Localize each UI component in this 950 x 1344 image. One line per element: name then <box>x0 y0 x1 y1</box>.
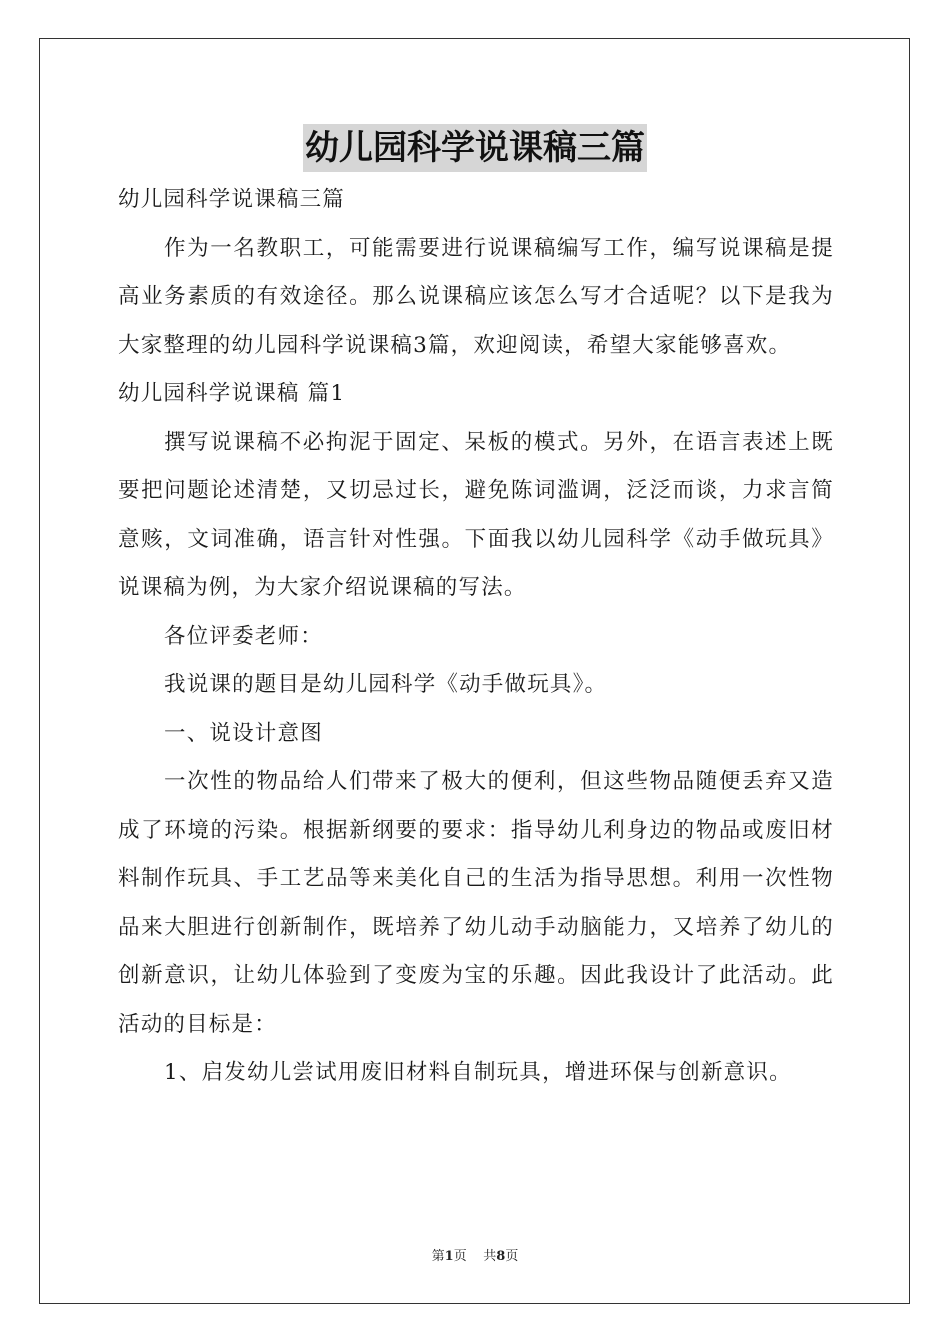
document-title: 幼儿园科学说课稿三篇 <box>303 124 647 172</box>
title-container <box>0 124 950 172</box>
page-suffix: 页 <box>453 1249 467 1264</box>
page-total: 8 <box>496 1249 506 1264</box>
document-body <box>118 176 834 1098</box>
paragraph: 幼儿园科学说课稿三篇 <box>118 187 346 212</box>
section-heading: 幼儿园科学说课稿 篇1 <box>118 381 346 406</box>
page-current: 1 <box>444 1249 454 1264</box>
page-footer <box>0 1245 950 1264</box>
paragraph: 作为一名教职工，可能需要进行说课稿编写工作，编写说课稿是提高业务素质的有效途径。那么说课稿应该怎么写才合适呢？以下是我为大家整理的幼儿园科学说课稿3篇，欢迎阅读，希望大家能够喜欢。 <box>118 235 834 358</box>
paragraph: 一、说设计意图 <box>164 720 323 746</box>
paragraph: 撰写说课稿不必拘泥于固定、呆板的模式。另外，在语言表述上既要把问题论述清楚，又切忌过长，避免陈词滥调，泛泛而谈，力求言简意赅，文词准确，语言针对性强。下面我以幼儿园科学《动手做玩具》说课稿为例，为大家介绍说课稿的写法。 <box>118 429 834 600</box>
paragraph: 1、启发幼儿尝试用废旧材料自制玩具，增进环保与创新意识。 <box>164 1060 792 1085</box>
paragraph: 各位评委老师： <box>164 623 323 649</box>
paragraph: 一次性的物品给人们带来了极大的便利，但这些物品随便丢弃又造成了环境的污染。根据新纲要的要求：指导幼儿利身边的物品或废旧材料制作玩具、手工艺品等来美化自己的生活为指导思想。利用一次性物品来大胆进行创新制作，既培养了幼儿动手动脑能力，又培养了幼儿的创新意识，让幼儿体验到了变废为宝的乐趣。因此我设计了此活动。此活动的目标是： <box>118 769 834 1037</box>
page-prefix: 第 <box>431 1249 445 1264</box>
total-suffix: 页 <box>505 1249 519 1264</box>
paragraph: 我说课的题目是幼儿园科学《动手做玩具》。 <box>164 672 608 697</box>
total-prefix: 共 <box>483 1249 497 1264</box>
